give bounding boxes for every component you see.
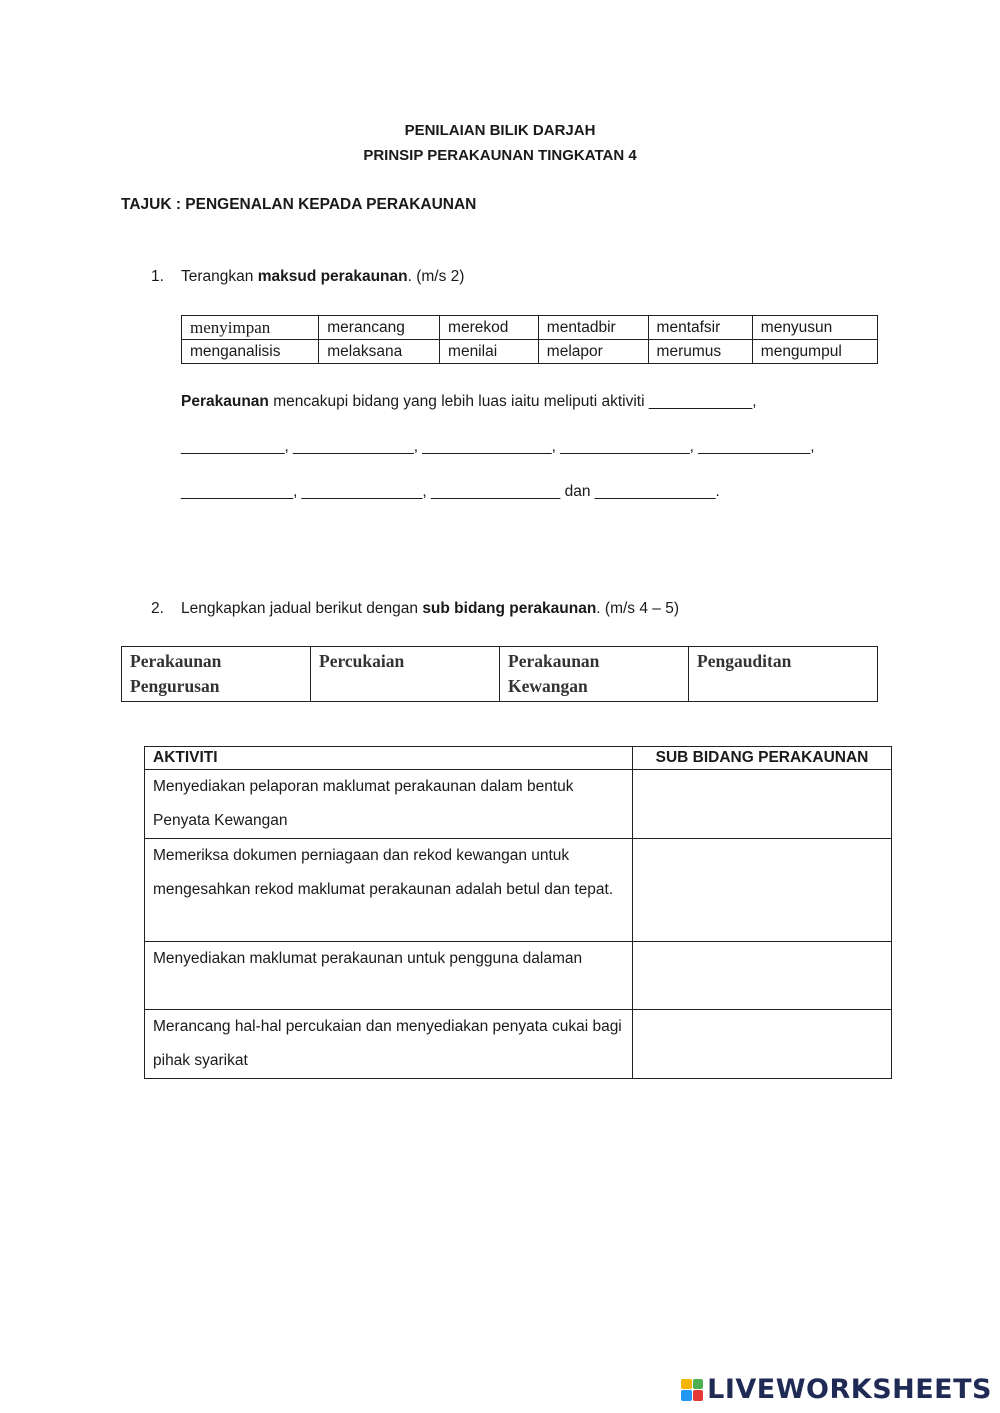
word-bank-row [182, 340, 878, 364]
brand-name: LIVEWORKSHEETS [707, 1374, 992, 1405]
question-1-number: 1. [151, 268, 164, 285]
liveworksheets-logo [681, 1374, 992, 1405]
activity-cell: Merancang hal-hal percukaian dan menyediakan penyata cukai bagi pihak syarikat [145, 1010, 633, 1079]
sub-field-column-header: SUB BIDANG PERAKAUNAN [633, 747, 892, 770]
q1-sentence-line-1: Perakaunan mencakupi bidang yang lebih luas iaitu meliputi aktiviti ____________, [181, 393, 757, 410]
answer-drop-cell[interactable] [633, 942, 892, 1010]
word-bank-cell: merumus [648, 340, 752, 364]
answer-drop-cell[interactable] [633, 1010, 892, 1079]
table-row [145, 942, 892, 1010]
word-bank-cell: menyusun [752, 316, 877, 340]
answer-drop-cell[interactable] [633, 770, 892, 839]
sub-field-option: Pengauditan [689, 647, 878, 702]
word-bank-cell: mentafsir [648, 316, 752, 340]
sub-field-options-table [121, 646, 878, 702]
word-bank-row [182, 316, 878, 340]
question-2 [151, 600, 851, 622]
word-bank-cell: menilai [440, 340, 539, 364]
word-bank-cell: mentadbir [538, 316, 648, 340]
question-2-number: 2. [151, 600, 164, 617]
activity-cell: Memeriksa dokumen perniagaan dan rekod kewangan untuk mengesahkan rekod maklumat perakaunan adalah betul dan tepat. [145, 839, 633, 942]
activity-cell: Menyediakan maklumat perakaunan untuk pengguna dalaman [145, 942, 633, 1010]
table-row [145, 770, 892, 839]
word-bank-cell: merekod [440, 316, 539, 340]
word-bank-table [181, 315, 878, 364]
sub-field-option: Perakaunan Kewangan [500, 647, 689, 702]
word-bank-cell: merancang [319, 316, 440, 340]
word-bank-cell: mengumpul [752, 340, 877, 364]
liveworksheets-logo-icon [681, 1379, 703, 1401]
q1-blank-line-2[interactable]: ____________, ______________, _______________, _______________, _____________, [181, 438, 815, 455]
word-bank-cell: menganalisis [182, 340, 319, 364]
question-2-text: Lengkapkan jadual berikut dengan sub bidang perakaunan. (m/s 4 – 5) [181, 600, 679, 617]
q1-blank-line-3[interactable]: _____________, ______________, _______________ dan ______________. [181, 483, 720, 500]
answer-drop-cell[interactable] [633, 839, 892, 942]
word-bank-cell: melaksana [319, 340, 440, 364]
word-bank-cell: melapor [538, 340, 648, 364]
question-1 [151, 268, 851, 290]
question-1-text: Terangkan maksud perakaunan. (m/s 2) [181, 268, 465, 285]
topic-title: TAJUK : PENGENALAN KEPADA PERAKAUNAN [121, 196, 477, 213]
page-subtitle: PRINSIP PERAKAUNAN TINGKATAN 4 [363, 147, 637, 164]
page-title: PENILAIAN BILIK DARJAH [404, 122, 596, 139]
activity-column-header: AKTIVITI [145, 747, 633, 770]
activity-table [144, 746, 892, 1079]
table-row [145, 839, 892, 942]
sub-field-option: Percukaian [311, 647, 500, 702]
sub-field-option: Perakaunan Pengurusan [122, 647, 311, 702]
table-row [145, 1010, 892, 1079]
word-bank-cell: menyimpan [182, 316, 319, 340]
activity-cell: Menyediakan pelaporan maklumat perakaunan dalam bentuk Penyata Kewangan [145, 770, 633, 839]
